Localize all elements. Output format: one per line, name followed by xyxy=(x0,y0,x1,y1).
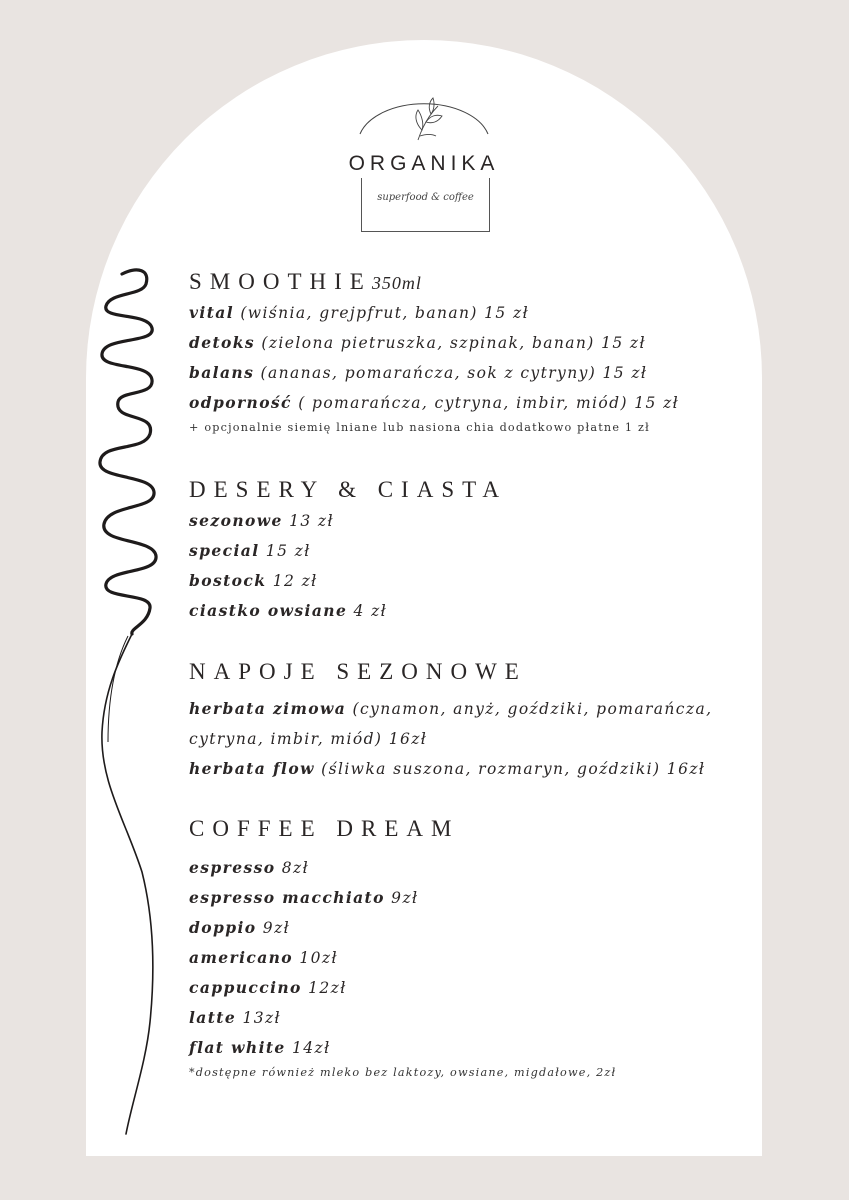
section-desery xyxy=(189,474,507,626)
brand-name: ORGANIKA xyxy=(348,152,500,175)
list-item: latte 13zł xyxy=(189,1008,281,1027)
list-item: special 15 zł xyxy=(189,541,311,560)
list-item: doppio 9zł xyxy=(189,918,291,937)
brand-tagline: superfood & coffee xyxy=(377,192,474,203)
section-coffee xyxy=(189,813,616,1083)
section-footnote: *dostępne również mleko bez laktozy, owsiane, migdałowe, 2zł xyxy=(189,1066,617,1079)
section-footnote: + opcjonalnie siemię lniane lub nasiona chia dodatkowo płatne 1 zł xyxy=(189,421,650,434)
list-item: bostock 12 zł xyxy=(189,571,318,590)
list-item: cytryna, imbir, miód) 16zł xyxy=(189,730,428,748)
list-item: espresso macchiato 9zł xyxy=(189,888,419,907)
list-item: americano 10zł xyxy=(189,948,338,967)
tagline-box xyxy=(361,178,490,232)
section-title: COFFEE DREAM xyxy=(189,816,460,841)
section-title: NAPOJE SEZONOWE xyxy=(189,659,527,684)
section-smoothie xyxy=(189,266,679,438)
leaf-logo-icon xyxy=(356,94,492,154)
list-item: cappuccino 12zł xyxy=(189,978,347,997)
list-item: espresso 8zł xyxy=(189,858,310,877)
list-item: odporność ( pomarańcza, cytryna, imbir, miód) 15 zł xyxy=(189,393,680,412)
list-item: ciastko owsiane 4 zł xyxy=(189,601,388,620)
section-title: SMOOTHIE350ml xyxy=(189,269,422,294)
list-item: flat white 14zł xyxy=(189,1038,331,1057)
section-title: DESERY & CIASTA xyxy=(189,477,507,502)
list-item: herbata zimowa (cynamon, anyż, goździki, pomarańcza, xyxy=(189,699,713,718)
list-item: vital (wiśnia, grejpfrut, banan) 15 zł xyxy=(189,303,530,322)
list-item: sezonowe 13 zł xyxy=(189,511,334,530)
list-item: detoks (zielona pietruszka, szpinak, banan) 15 zł xyxy=(189,333,646,352)
section-note: 350ml xyxy=(371,273,422,293)
menu-script-lettering xyxy=(90,262,170,1142)
list-item: balans (ananas, pomarańcza, sok z cytryny) 15 zł xyxy=(189,363,648,382)
section-napoje xyxy=(189,656,712,784)
list-item: herbata flow (śliwka suszona, rozmaryn, goździki) 16zł xyxy=(189,759,706,778)
